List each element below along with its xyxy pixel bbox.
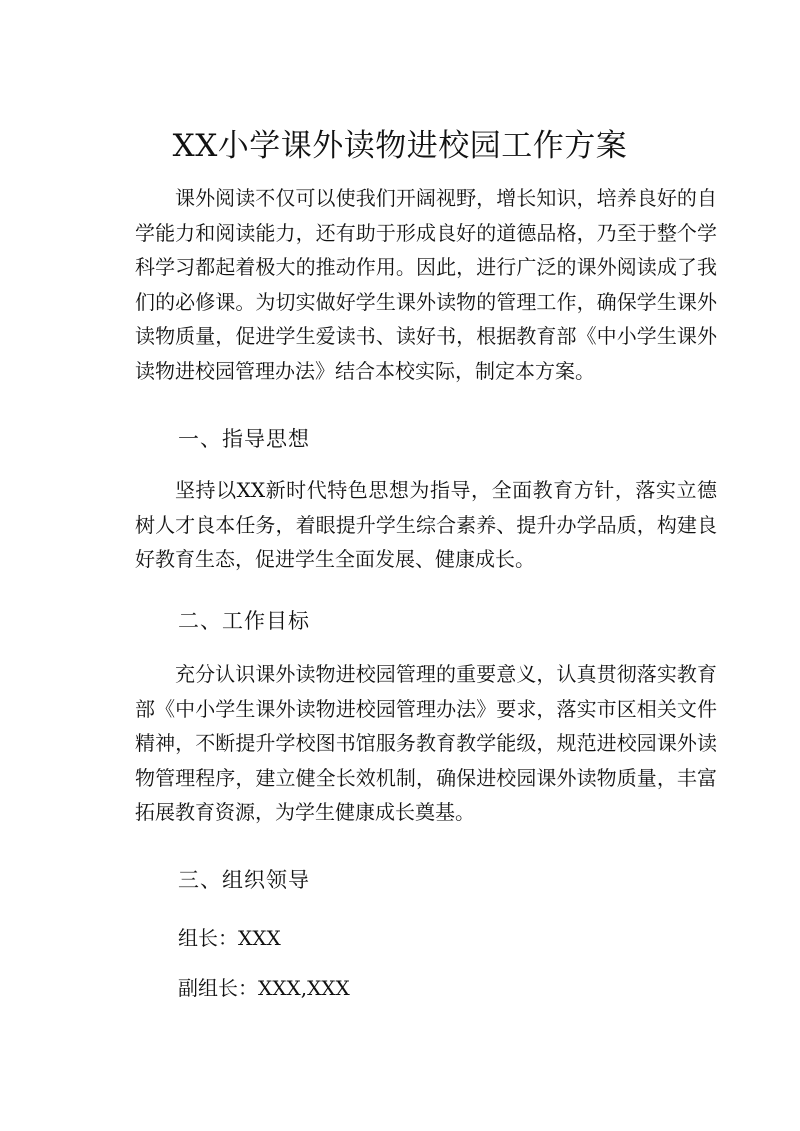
section2-heading: 二、工作目标 <box>178 609 310 633</box>
section2-text: 充分认识课外读物进校园管理的重要意义，认真贯彻落实教育部《中小学生课外读物进校园管理办法》要求，落实市区相关文件精神，不断提升学校图书馆服务教育教学能级，规范进校园课外读物管理程序，建立健全长效机制，确保进校园课外读物质量，丰富拓展教育资源，为学生健康成长奠基。 <box>135 662 717 824</box>
deputy-leader-line: 副组长：XXX,XXX <box>178 976 350 1000</box>
leader-line: 组长：XXX <box>178 926 281 950</box>
section2-paragraph <box>135 657 717 830</box>
section1-text: 坚持以XX新时代特色思想为指导，全面教育方针，落实立德树人才良本任务，着眼提升学生综合素养、提升办学品质，构建良好教育生态，促进学生全面发展、健康成长。 <box>135 478 717 571</box>
intro-text: 课外阅读不仅可以使我们开阔视野，增长知识，培养良好的自学能力和阅读能力，还有助于形成良好的道德品格，乃至于整个学科学习都起着极大的推动作用。因此，进行广泛的课外阅读成了我们的必修课。为切实做好学生课外读物的管理工作，确保学生课外读物质量，促进学生爱读书、读好书，根据教育部《中小学生课外读物进校园管理办法》结合本校实际，制定本方案。 <box>135 186 717 383</box>
intro-paragraph <box>135 181 717 388</box>
section1-paragraph <box>135 473 717 577</box>
section1-heading: 一、指导思想 <box>178 427 310 451</box>
section3-heading: 三、组织领导 <box>178 868 310 892</box>
document-title: XX小学课外读物进校园工作方案 <box>172 128 628 164</box>
